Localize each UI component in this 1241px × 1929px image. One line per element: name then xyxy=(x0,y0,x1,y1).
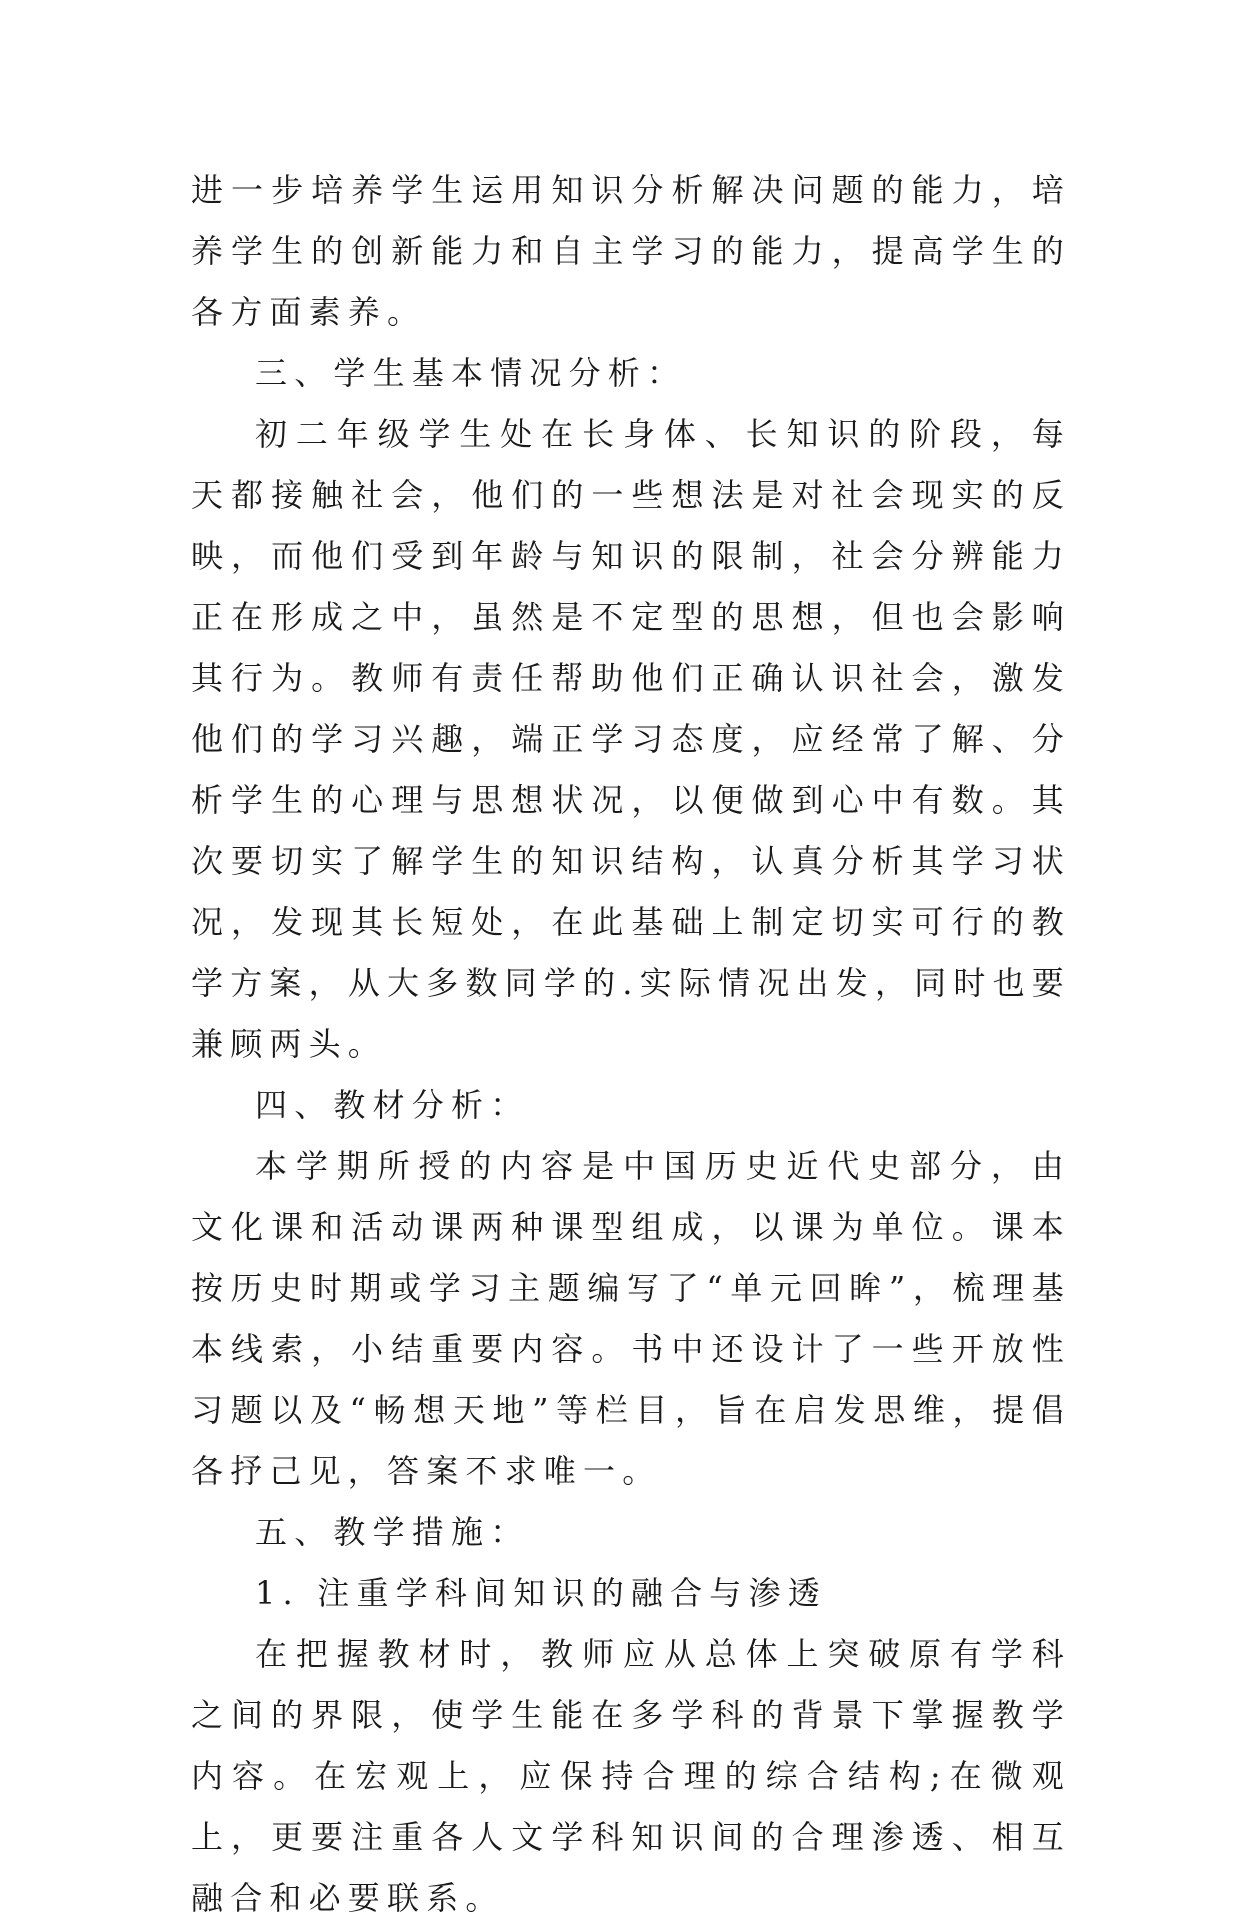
paragraph-textbook-analysis: 本学期所授的内容是中国历史近代史部分，由文化课和活动课两种课型组成，以课为单位。课本按历史时期或学习主题编写了“单元回眸”，梳理基本线索，小结重要内容。书中还设计了一些开放性习题以及“畅想天地”等栏目，旨在启发思维，提倡各抒己见，答案不求唯一。 xyxy=(191,1147,1071,1490)
paragraph-student-analysis: 初二年级学生处在长身体、长知识的阶段，每天都接触社会，他们的一些想法是对社会现实的反映，而他们受到年龄与知识的限制，社会分辨能力正在形成之中，虽然是不定型的思想，但也会影响其行为。教师有责任帮助他们正确认识社会，激发他们的学习兴趣，端正学习态度，应经常了解、分析学生的心理与思想状况，以便做到心中有数。其次要切实了解学生的知识结构，认真分析其学习状况，发现其长短处，在此基础上制定切实可行的教学方案，从大多数同学的.实际情况出发，同时也要兼顾两头。 xyxy=(191,415,1071,1063)
section-heading-textbook-analysis: 四、教材分析： xyxy=(255,1086,530,1124)
section-heading-teaching-measures: 五、教学措施： xyxy=(255,1513,530,1551)
section-heading-student-analysis: 三、学生基本情况分析： xyxy=(255,354,687,392)
document-body xyxy=(191,160,1071,1929)
paragraph-continuation: 进一步培养学生运用知识分析解决问题的能力，培养学生的创新能力和自主学习的能力，提高学生的各方面素养。 xyxy=(191,171,1071,331)
subheading-interdisciplinary: 1. 注重学科间知识的融合与渗透 xyxy=(255,1574,827,1612)
paragraph-interdisciplinary: 在把握教材时，教师应从总体上突破原有学科之间的界限，使学生能在多学科的背景下掌握教学内容。在宏观上，应保持合理的综合结构;在微观上，更要注重各人文学科知识间的合理渗透、相互融合和必要联系。 xyxy=(191,1635,1071,1917)
